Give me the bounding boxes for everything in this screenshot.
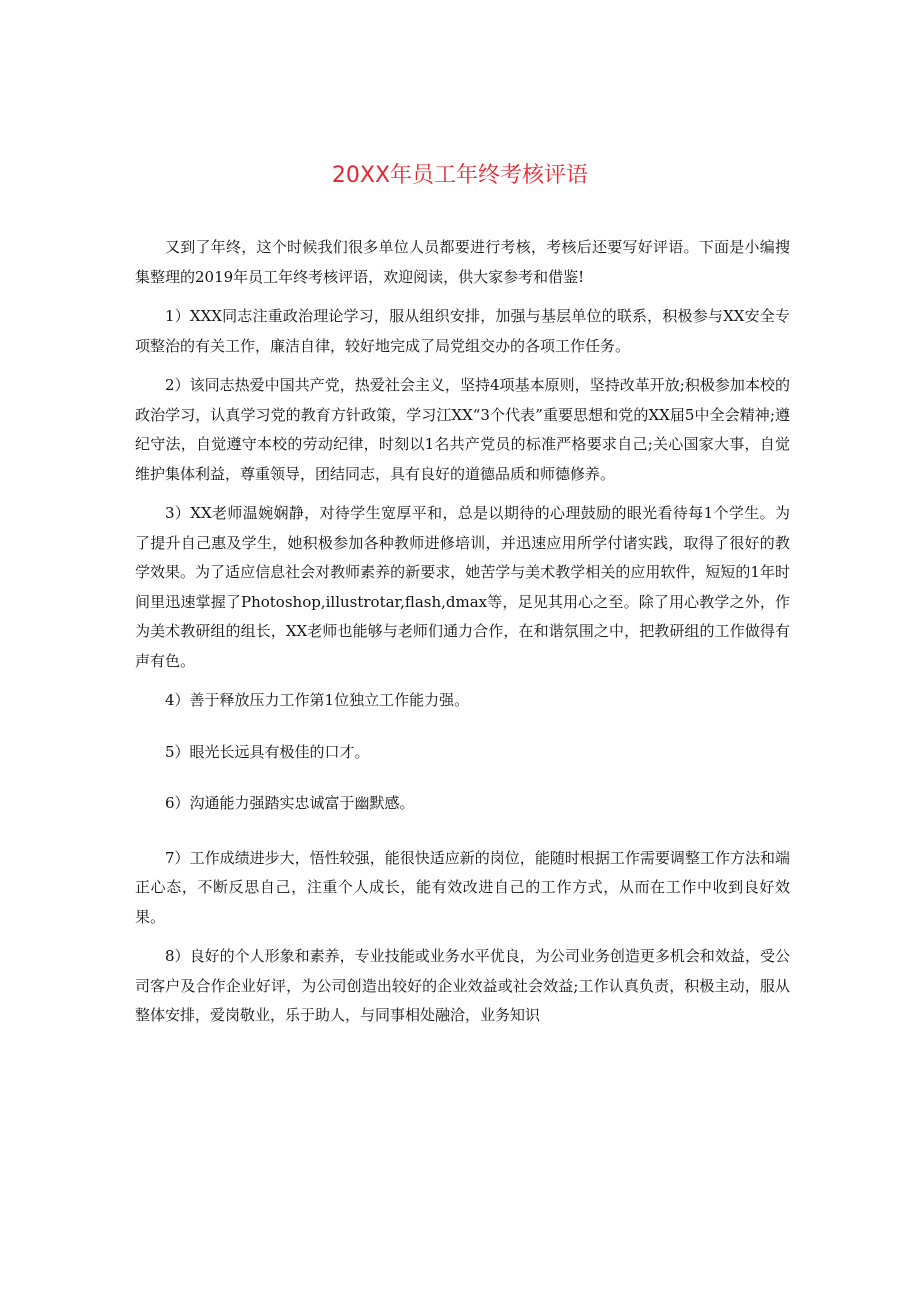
document-body bbox=[135, 233, 790, 1041]
comment-paragraph-3: 3）XX老师温婉娴静，对待学生宽厚平和，总是以期待的心理鼓励的眼光看待每1个学生。为了提升自己惠及学生，她积极参加各种教师进修培训，并迅速应用所学付诸实践，取得了很好的教学效果。为了适应信息社会对教师素养的新要求，她苦学与美术教学相关的应用软件，短短的1年时间里迅速掌握了Photoshop,illustrotar,flash,dmax等，足见其用心之至。除了用心教学之外，作为美术教研组的组长，XX老师也能够与老师们通力合作，在和谐氛围之中，把教研组的工作做得有声有色。 bbox=[135, 504, 790, 670]
comment-paragraph-4: 4）善于释放压力工作第1位独立工作能力强。 bbox=[165, 691, 470, 709]
comment-paragraph-7: 7）工作成绩进步大，悟性较强，能很快适应新的岗位，能随时根据工作需要调整工作方法和端正心态，不断反思自己，注重个人成长，能有效改进自己的工作方式，从而在工作中收到良好效果。 bbox=[135, 848, 790, 926]
comment-paragraph-2: 2）该同志热爱中国共产党，热爱社会主义，坚持4项基本原则，坚持改革开放;积极参加本校的政治学习，认真学习党的教育方针政策，学习江XX“3个代表”重要思想和党的XX届5中全会精神;遵纪守法，自觉遵守本校的劳动纪律，时刻以1名共产党员的标准严格要求自己;关心国家大事，自觉维护集体利益，尊重领导，团结同志，具有良好的道德品质和师德修养。 bbox=[135, 376, 790, 483]
page-title: 20XX年员工年终考核评语 bbox=[331, 163, 589, 188]
comment-paragraph-5: 5）眼光长远具有极佳的口才。 bbox=[165, 742, 370, 761]
intro-paragraph: 又到了年终，这个时候我们很多单位人员都要进行考核，考核后还要写好评语。下面是小编搜集整理的2019年员工年终考核评语，欢迎阅读，供大家参考和借鉴! bbox=[135, 238, 790, 286]
comment-paragraph-8: 8）良好的个人形象和素养，专业技能或业务水平优良，为公司业务创造更多机会和效益，受公司客户及合作企业好评，为公司创造出较好的企业效益或社会效益;工作认真负责，积极主动，服从整体安排，爱岗敬业，乐于助人，与同事相处融洽，业务知识 bbox=[135, 947, 790, 1024]
comment-paragraph-1: 1）XXX同志注重政治理论学习，服从组织安排，加强与基层单位的联系，积极参与XX安全专项整治的有关工作，廉洁自律，较好地完成了局党组交办的各项工作任务。 bbox=[135, 307, 790, 355]
comment-paragraph-6: 6）沟通能力强踏实忠诚富于幽默感。 bbox=[165, 794, 415, 812]
